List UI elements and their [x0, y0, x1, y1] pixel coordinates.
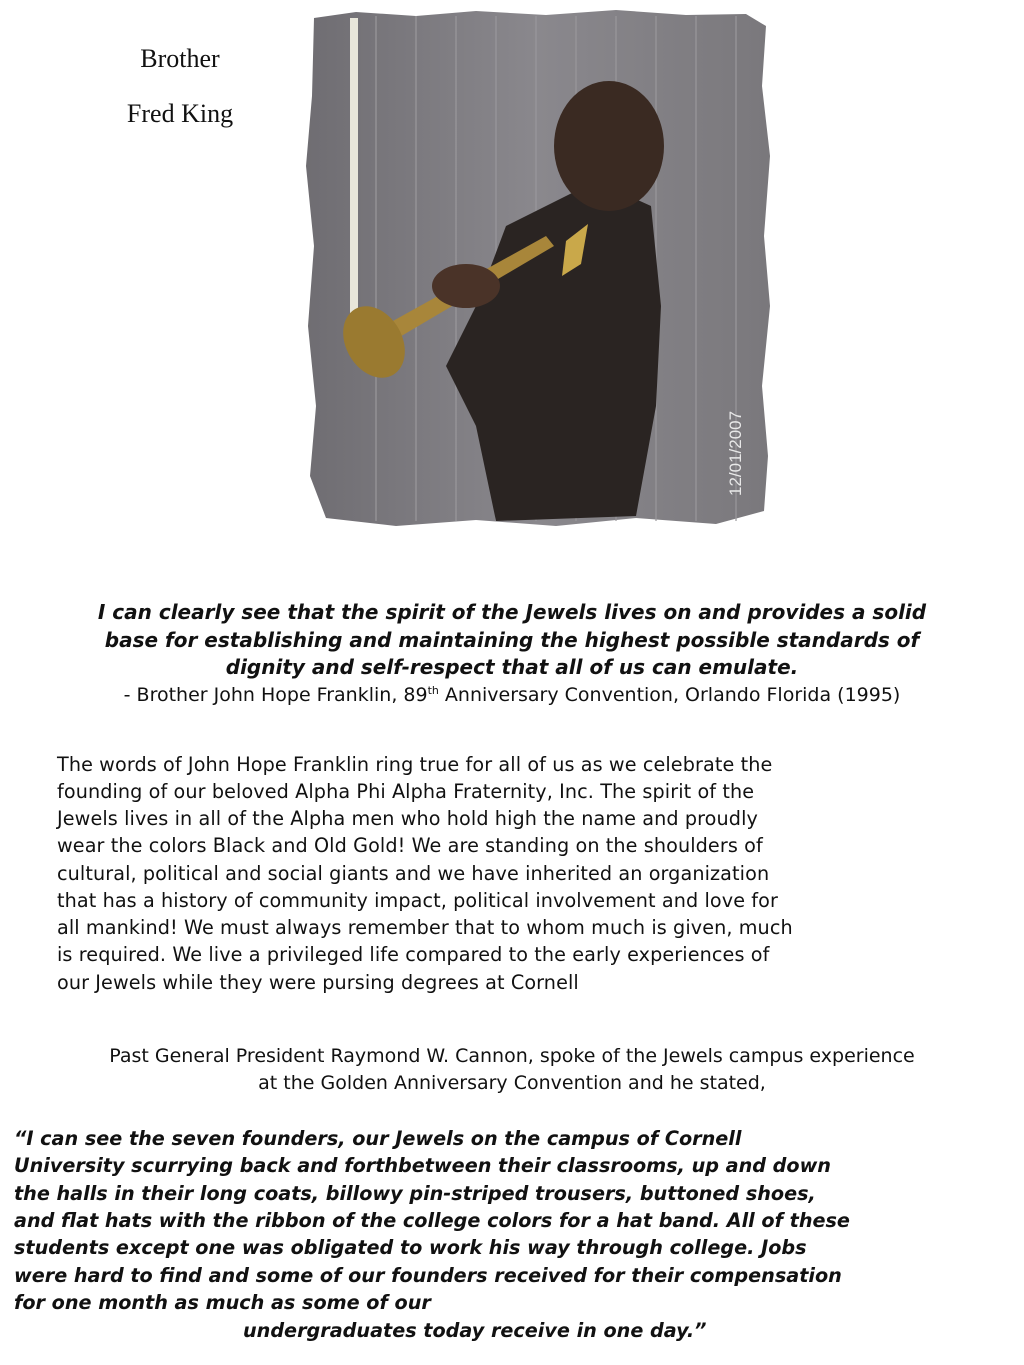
- caption-brother: Brother: [140, 44, 220, 73]
- attribution-text: Anniversary Convention, Orlando Florida (1995): [438, 684, 901, 706]
- paragraph-line: our Jewels while they were pursing degrees at Cornell: [57, 971, 579, 994]
- window-light: [350, 18, 358, 313]
- paragraph-line: that has a history of community impact, political involvement and love for: [57, 889, 778, 912]
- date-stamp: 12/01/2007: [726, 410, 745, 496]
- attribution-text: - Brother John Hope Franklin, 89: [123, 684, 428, 706]
- paragraph-line: at the Golden Anniversary Convention and he stated,: [258, 1072, 766, 1094]
- quote-line: I can clearly see that the spirit of the Jewels lives on and provides a solid: [97, 600, 927, 624]
- trumpet-player-photo: [296, 6, 774, 532]
- quote-line: for one month as much as some of our: [14, 1291, 431, 1314]
- quote-line: students except one was obligated to work his way through college. Jobs: [14, 1236, 807, 1259]
- paragraph-line: is required. We live a privileged life compared to the early experiences of: [57, 943, 770, 966]
- head: [554, 81, 664, 211]
- paragraph-line: all mankind! We must always remember that to whom much is given, much: [57, 916, 793, 939]
- quote-line: “I can see the seven founders, our Jewels on the campus of Cornell: [14, 1127, 742, 1150]
- paragraph-line: cultural, political and social giants and we have inherited an organization: [57, 862, 770, 885]
- attribution-superscript: th: [427, 684, 439, 697]
- quote-attribution: [0, 682, 1024, 709]
- quote-line: the halls in their long coats, billowy pin-striped trousers, buttoned shoes,: [14, 1182, 816, 1205]
- quote-line: were hard to find and some of our founders received for their compensation: [14, 1264, 842, 1287]
- quote-line: University scurrying back and forthbetween their classrooms, up and down: [14, 1154, 831, 1177]
- quote-line: dignity and self-respect that all of us can emulate.: [225, 655, 799, 679]
- paragraph-line: founding of our beloved Alpha Phi Alpha Fraternity, Inc. The spirit of the: [57, 780, 755, 803]
- quote-line: and flat hats with the ribbon of the college colors for a hat band. All of these: [14, 1209, 850, 1232]
- paragraph-line: Jewels lives in all of the Alpha men who hold high the name and proudly: [57, 807, 758, 830]
- paragraph-line: The words of John Hope Franklin ring true for all of us as we celebrate the: [57, 753, 773, 776]
- paragraph-line: wear the colors Black and Old Gold! We are standing on the shoulders of: [57, 834, 763, 857]
- caption-name: Fred King: [126, 99, 234, 128]
- quote-line: base for establishing and maintaining the highest possible standards of: [104, 628, 920, 652]
- paragraph-line: Past General President Raymond W. Cannon, spoke of the Jewels campus experience: [109, 1045, 915, 1067]
- quote-last-line: undergraduates today receive in one day.”: [243, 1319, 707, 1342]
